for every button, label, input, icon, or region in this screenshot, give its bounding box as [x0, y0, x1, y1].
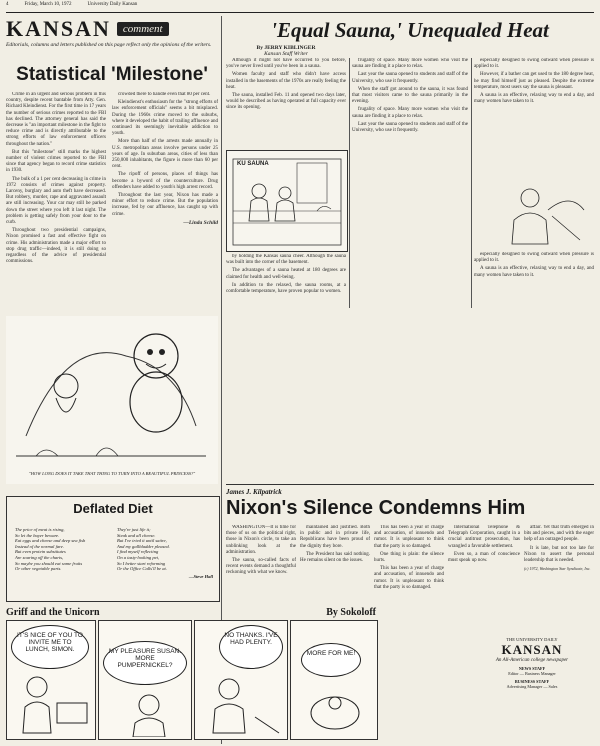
- paragraph: Last year the sauna opened to students and staff of the University, who use it frequently.: [352, 121, 468, 134]
- nixon-column-1: [226, 525, 296, 605]
- paragraph: The President has said nothing. He remains silent on the issues.: [300, 551, 370, 564]
- nixon-column-5: [524, 525, 594, 633]
- cartoon-caption: "HOW LONG DOES IT TAKE THAT THING TO TURN INTO A BEAUTIFUL PRINCESS?": [28, 471, 196, 476]
- editorial-column-2: [112, 92, 218, 310]
- staff-line: Editor — Business Manager: [508, 671, 556, 676]
- paragraph: Crime in an urgent and serious problem in this country, despite recent bantable from Atty. Gen. Richard Kleindienst. For the first time in 17 years the number of serious crimes reported to the FBI has declined. The attorney general has said the decrease is "an important milestone in the fight to reduce crime and is directly attributable to the strong efforts of law enforcement officers throughout the nation.": [6, 92, 106, 147]
- sauna-sign: KU SAUNA: [237, 161, 269, 167]
- poem-line: They're just life it;: [117, 527, 151, 532]
- comic-panel-2: [98, 620, 192, 740]
- staff-line: BUSINESS STAFF: [514, 679, 550, 684]
- poem-line: Are soaring off the charts,: [15, 554, 64, 560]
- paragraph: Throughout two presidential campaigns, Nixon promised a fast and effective fight on crime. His administration made a major effort to stop drug traffic—indeed, it is still doing so regardless of the advice of presidential commissions.: [6, 228, 106, 265]
- poem-line: Instead of the normal fare.: [15, 543, 64, 549]
- paragraph: by holding the Kansas sauna cheer. Although the sauna was built into the corner of the basement.: [226, 254, 346, 266]
- staff-box: [470, 637, 594, 741]
- column-divider: [471, 58, 472, 308]
- sauna-illustration: [500, 180, 590, 250]
- paragraph: One thing is plain: the silence hurts.: [374, 551, 444, 564]
- sauna-column-1b: [226, 254, 346, 308]
- poem-right: [117, 527, 213, 579]
- staff-header: THE UNIVERSITY DAILY: [506, 637, 558, 642]
- paragraph: The ripoff of persons, places of things has become a byword of the counterculture. Drug offenders have added to youth's high arrest record.: [112, 172, 218, 190]
- staff-line: NEWS STAFF: [518, 666, 546, 671]
- comic-panel-4: [290, 620, 378, 740]
- nixon-column-2: [300, 525, 370, 605]
- poem-line: On a tasty-looking pet,: [117, 554, 160, 560]
- comic-header: [6, 607, 376, 618]
- deflated-diet-box: [6, 496, 220, 602]
- paragraph: frugality of space. Many more women who visit the sauna are finding it a place to relax.: [352, 107, 468, 119]
- editorial-column-1: [6, 92, 106, 310]
- paragraph: WASHINGTON—It is time for those of us on the political right, those in Nixon's circle, to take an unblinking look at the administration.: [226, 525, 296, 555]
- paragraph: The advantages of a sauna heated at 180 degrees are claimed for health and well-being.: [226, 268, 346, 280]
- editorial-byline: —Linda Schild: [183, 219, 218, 226]
- sauna-column-3b: [474, 252, 594, 308]
- poem-line: But I've tried it until satire,: [117, 538, 167, 544]
- paper-name: University Daily Kansan: [87, 2, 138, 7]
- sauna-column-1: [226, 58, 346, 146]
- comic-panel-3: [194, 620, 288, 740]
- page-date: Friday, March 10, 1972: [24, 2, 72, 7]
- paragraph: However, if a bather can get used to the 180 degree heat, he may find himself just as pleased. Despite the extreme temperature, most users say the sauna is pleasant.: [474, 72, 594, 90]
- poem-left: [15, 527, 111, 572]
- section-rule: [226, 484, 594, 485]
- staff-tagline: An All-American college newspaper: [495, 658, 569, 663]
- paragraph: The sauna, installed Feb. 11 and opened two days later, would be described as having operated at full capacity ever since its opening.: [226, 93, 346, 111]
- masthead-comment-tag: comment: [117, 22, 169, 36]
- masthead-kansan: KANSAN: [6, 16, 111, 41]
- folio-rule: [6, 12, 594, 13]
- nixon-headline: Nixon's Silence Condemns Him: [226, 497, 526, 519]
- opinion-masthead: [6, 16, 218, 56]
- paragraph: This has been a year of charge and accusation, of innuendo and rumor. It is unpleasant to think that the party is so damaged.: [374, 566, 444, 590]
- comic-title: Griff and the Unicorn: [6, 607, 100, 618]
- paragraph: Although it might not have occurred to you before, you've never lived until you've been in a sauna.: [226, 58, 346, 70]
- paragraph: affair. Yet that truth emerged in bits and pieces, and with the eager help of an outraged people.: [524, 525, 594, 543]
- byline-role: Kansan Staff Writer: [264, 51, 308, 57]
- paragraph: In addition to the relaxed, the sauna rooms, at a comfortable temperature, have proven popular to women.: [226, 282, 346, 295]
- paragraph: When the staff got around to the sauna, it was found that most visitors came to the sauna primarily in the evening.: [352, 86, 468, 105]
- poem-line: And my gallbladder pleased.: [117, 543, 170, 549]
- staff-list: [470, 666, 594, 689]
- frog-cartoon-drawing: [6, 316, 218, 466]
- poem-line: So let the buyer beware.: [15, 532, 60, 538]
- paragraph: especially designed to swing outward when pressure is applied to it.: [474, 252, 594, 264]
- poem-line: Or the Office Calls'll be at.: [117, 566, 167, 572]
- paragraph: Kleindienst's enthusiasm for the "strong efforts of law enforcement officials" seems a bit misplaced. During the 1960s crime moved to the suburbs, where it developed the habit of trailing affluence and continued its seemingly inevitable addiction to youth.: [112, 100, 218, 137]
- sauna-byline: [226, 45, 346, 57]
- syndicate-credit: (c) 1972, Washington Star Syndicate, Inc.: [524, 566, 591, 572]
- sauna-column-3: [474, 58, 594, 176]
- poem-title: Deflated Diet: [73, 501, 153, 516]
- poem-line: But even protein substitutes: [15, 549, 66, 555]
- paragraph: More than half of the arrests made annually in U.S. metropolitan areas involve persons under 25 years of age. In suburban areas, cities of less than 250,000 inhabitants, the figure is more than 60 per cent.: [112, 139, 218, 170]
- speech-bubble: NO THANKS. I'VE HAD PLENTY.: [219, 625, 283, 669]
- column-byline: James J. Kilpatrick: [226, 488, 282, 496]
- poem-byline: —Steve Hall: [188, 573, 213, 579]
- nixon-column-4: [448, 525, 520, 633]
- paragraph: This has been a year of charge and accusation, of innuendo and rumor. It is unpleasant to think that the party is so damaged.: [374, 525, 444, 549]
- masthead-title: [6, 16, 218, 42]
- nixon-column-3: [374, 525, 444, 740]
- sauna-cartoon: [226, 150, 348, 252]
- paragraph: But this "milestone" still marks the highest number of violent crimes reported to the FBI since that agency began to record crime statistics in 1930.: [6, 149, 106, 174]
- poem-line: Steak and all cheese.: [117, 532, 156, 538]
- paragraph: especially designed to swing outward when pressure is applied to it.: [474, 58, 594, 70]
- paragraph: Even so, a man of conscience must speak up now.: [448, 551, 520, 564]
- paragraph: frugality of space. Many more women who visit the sauna are finding it a place to relax.: [352, 58, 468, 70]
- frog-cartoon: [6, 316, 218, 484]
- masthead-subtitle: Editorials, columns and letters published on this page reflect only the opinions of the writers.: [6, 42, 212, 48]
- paragraph: Throughout the last year, Nixon has made a minor effort to reduce crime. But the population increase, fed by our affluence, has caught up with crime.: [112, 193, 218, 217]
- paragraph: International Telephone & Telegraph Corporation, caught in a crucial antitrust prosecution, has wrangled a favorable settlement.: [448, 525, 520, 549]
- paragraph: The bulk of a 1 per cent decreasing in crime in 1972 consists of crimes against property. Larceny, burglary and auto theft have decreased. But robbery, murder, rape and aggravated assault are still increasing. Your car may still be parked down the street where you left it last night. The problem is getting safely from your door to the curb.: [6, 176, 106, 226]
- paragraph: Last year the sauna opened to students and staff of the University, who use it frequently.: [352, 72, 468, 84]
- byline-name: By JERRY KIBLINGER: [256, 45, 316, 51]
- paragraph: Women faculty and staff who didn't have access installed in the basements of the 1970s are really feeling the heat.: [226, 72, 346, 90]
- page-number: 4: [6, 2, 9, 7]
- poem-line: The price of meat is rising,: [15, 527, 65, 532]
- staff-nameplate: KANSAN: [501, 642, 563, 657]
- speech-bubble: IT'S NICE OF YOU TO INVITE ME TO LUNCH, SIMON.: [11, 625, 89, 669]
- sauna-headline: 'Equal Sauna,' Unequaled Heat: [271, 18, 549, 42]
- speech-bubble: MORE FOR ME!: [301, 643, 361, 677]
- sauna-column-2: [352, 58, 468, 306]
- poem-line: So I better start reforming: [117, 560, 166, 566]
- staff-line: Advertising Manager — Sales: [506, 684, 558, 689]
- poem-line: Or other vegetable parts.: [15, 566, 62, 572]
- folio-line: [6, 2, 594, 12]
- paragraph: A sauna is an effective, relaxing way to end a day, and many women have taken to it.: [474, 93, 594, 105]
- paragraph: maintained and justified. Both in public and in private life, Republicans have been proud of the dignity they bore.: [300, 525, 370, 549]
- poem-line: Eat eggs and cheese and deep sea fish: [15, 538, 86, 544]
- speech-bubble: MY PLEASURE SUSAN. MORE PUMPERNICKEL?: [103, 641, 187, 685]
- paragraph: crowded there to handle even that 80 per cent.: [118, 92, 211, 97]
- paragraph: The sauna, so-called facts of recent events demand a thoughtful reckoning with what we know.: [226, 558, 296, 576]
- editorial-headline: Statistical 'Milestone': [16, 64, 208, 85]
- comic-panel-1: [6, 620, 96, 740]
- column-divider: [349, 58, 350, 308]
- paragraph: It is late, but not too late for Nixon to assert the personal leadership that is needed.: [524, 545, 594, 564]
- comic-author: By Sokoloff: [326, 607, 376, 618]
- poem-line: So maybe you should eat some fruits: [15, 560, 83, 566]
- poem-line: I find myself reflecting: [117, 549, 159, 555]
- paragraph: A sauna is an effective, relaxing way to end a day, and many women have taken to it.: [474, 266, 594, 278]
